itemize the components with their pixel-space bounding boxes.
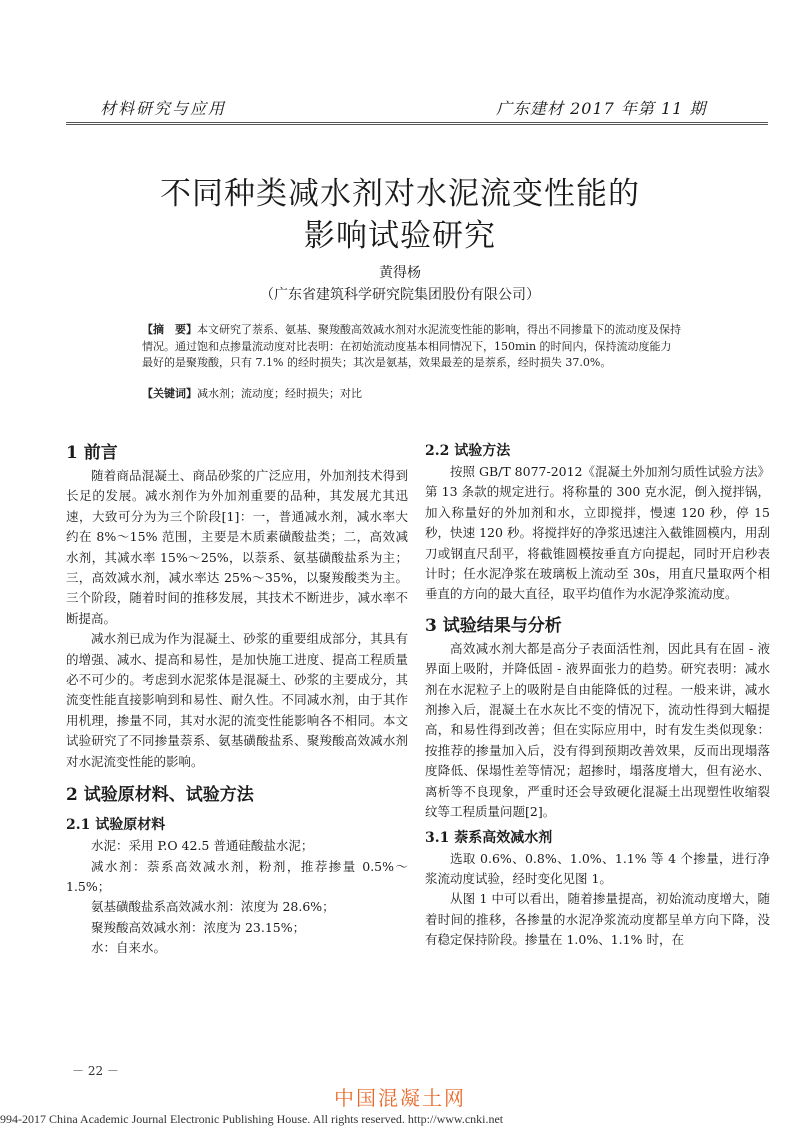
author-affiliation: （广东省建筑科学研究院集团股份有限公司） (260, 287, 540, 303)
keywords-label: 【关键词】 (142, 387, 197, 400)
right-column (425, 440, 770, 951)
section-heading-2: 2 试验原材料、试验方法 (66, 785, 254, 806)
paragraph: 按照 GB/T 8077-2012《混凝土外加剂匀质性试验方法》第 13 条款的规定进行。将称量的 300 克水泥，倒入搅拌锅，加入称量好的外加剂和水，立即搅拌，慢速 120 秒，停 15 秒，快速 120 秒。将搅拌好的净浆迅速注入截锥圆模内，用刮刀或钢直尺刮平，将截锥圆模按垂直方向提起，同时开启秒表计时；任水泥净浆在玻璃板上流动至 30s，用直尺量取两个相垂直的方向的最大直径，取平均值作为水泥净浆流动度。 (425, 464, 771, 602)
paper-title-line2: 影响试验研究 (304, 218, 496, 254)
material-item: 水：自来水。 (91, 940, 167, 956)
section-heading-1: 1 前言 (66, 443, 118, 463)
abstract-block (142, 322, 682, 376)
paragraph: 随着商品混凝土、商品砂浆的广泛应用，外加剂技术得到长足的发展。减水剂作为外加剂重要的品种，其发展尤其迅速，大致可分为为三个阶段[1]：一，普通减水剂，减水率大约在 8%～15% 范围，主要是木质素磺酸盐类；二，高效减水剂，其减水率 15%～25%，以萘系、氨基磺酸盐系为主；三，高效减水剂，减水率达 25%～35%，以聚羧酸类为主。三个阶段，随着时间的推移发展，其技术不断进步，减水率不断提高。 (66, 468, 408, 626)
abstract-label: 【摘 要】 (142, 323, 197, 336)
material-item: 水泥：采用 P.O 42.5 普通硅酸盐水泥； (91, 838, 314, 854)
author-name: 黄得杨 (379, 265, 421, 281)
subsection-heading-2-2: 2.2 试验方法 (425, 443, 511, 459)
page-number: － 22 － (72, 1064, 119, 1078)
subsection-heading-2-1: 2.1 试验原材料 (66, 817, 166, 834)
paragraph: 从图 1 中可以看出，随着掺量提高，初始流动度增大，随着时间的推移，各掺量的水泥净浆流动度都呈单方向下降，没有稳定保持阶段。掺量在 1.0%、1.1% 时，在 (425, 891, 770, 948)
paragraph: 选取 0.6%、0.8%、1.0%、1.1% 等 4 个掺量，进行净浆流动度试验，经时变化见图 1。 (425, 850, 770, 886)
paragraph: 高效减水剂大都是高分子表面活性剂，因此具有在固 - 液界面上吸附，并降低固 - 液界面张力的趋势。研究表明：减水剂在水泥粒子上的吸附是自由能降低的过程。一般来讲，减水剂掺入后，混凝土在水灰比不变的情况下，流动性得到大幅提高，和易性得到改善；但在实际应用中，时有发生类似现象：按推荐的掺量加入后，没有得到预期改善效果，反而出现塌落度降低、保塌性差等情况；超掺时，塌落度增大，但有泌水、离析等不良现象，严重时还会导致硬化混凝土出现塑性收缩裂纹等工程质量问题[2]。 (425, 640, 770, 820)
material-item: 聚羧酸高效减水剂：浓度为 23.15%； (91, 919, 306, 935)
section-heading-3: 3 试验结果与分析 (425, 615, 562, 636)
running-header-section: 材料研究与应用 (100, 99, 227, 118)
subsection-heading-3-1: 3.1 萘系高效减水剂 (425, 829, 553, 846)
running-header-journal: 广东建材 2017 年第 11 期 (496, 99, 707, 118)
material-item: 减水剂：萘系高效减水剂，粉剂，推荐掺量 0.5%～1.5%； (66, 858, 408, 894)
watermark: 中国混凝土网 (334, 1086, 466, 1110)
keywords-text: 减水剂；流动度；经时损失；对比 (197, 387, 362, 400)
keywords-block (142, 386, 682, 403)
header-rule (66, 122, 768, 125)
copyright-footer: 994-2017 China Academic Journal Electronic Publishing House. All rights reserved. http://www.cnki.net (0, 1112, 504, 1126)
paragraph: 减水剂已成为作为混凝土、砂浆的重要组成部分，其具有的增强、减水、提高和易性，是加快施工进度、提高工程质量必不可少的。考虑到水泥浆体是混凝土、砂浆的主要成分，其流变性能直接影响到和易性、耐久性。不同减水剂，由于其作用机理，掺量不同，其对水泥的流变性能影响各不相同。本文试验研究了不同掺量萘系、氨基磺酸盐系、聚羧酸高效减水剂对水泥流变性能的影响。 (66, 631, 408, 769)
left-column (66, 440, 408, 959)
paper-title-line1: 不同种类减水剂对水泥流变性能的 (160, 176, 640, 212)
abstract-text: 本文研究了萘系、氨基、聚羧酸高效减水剂对水泥流变性能的影响，得出不同掺量下的流动度及保持情况。通过饱和点掺量流动度对比表明：在初始流动度基本相同情况下，150min 的时间内，保持流动度能力最好的是聚羧酸，只有 7.1% 的经时损失；其次是氨基，效果最差的是萘系，经时损失 37.0%。 (142, 323, 681, 369)
material-item: 氨基磺酸盐系高效减水剂：浓度为 28.6%； (91, 899, 335, 915)
